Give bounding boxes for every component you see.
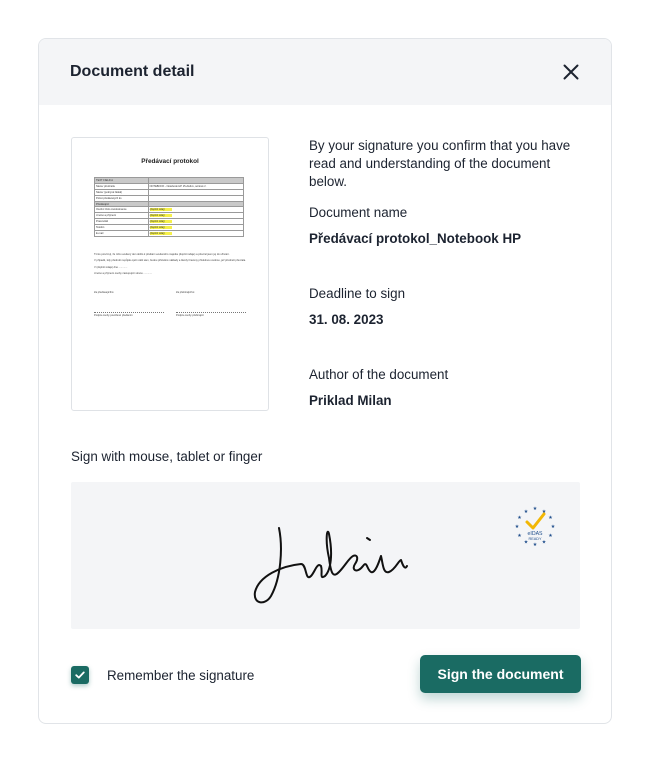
table-cell: Osobní číslo zaměstnance: [95, 207, 149, 213]
svg-text:★: ★: [517, 515, 522, 521]
table-cell: NOTEBOOK - Notebook HP 15-dw3xx, sériové č.: [148, 183, 243, 189]
thumbnail-paragraph: V případě, kdy předmět nepůjde opět vrátit sám, budou příslušné náklady a škody hrazeny příslušnou osobou, jež předmět převzala.: [94, 259, 246, 263]
highlight: (doplnit údaj): [150, 208, 172, 211]
svg-text:★: ★: [514, 524, 520, 530]
deadline-label: Deadline to sign: [309, 286, 406, 301]
highlight: (doplnit údaj): [150, 214, 172, 217]
thumbnail-paragraph: Jméno a příjmení osoby zastupující stranu ............: [94, 272, 153, 276]
thumbnail-signature-lines: [94, 312, 246, 317]
confirmation-text: By your signature you confirm that you have read and understanding of the document below.: [309, 138, 571, 189]
remember-label: Remember the signature: [107, 667, 255, 683]
eidas-badge-icon: [512, 504, 558, 550]
thumbnail-paragraph: V (doplnit údaje) dne ............: [94, 265, 128, 269]
close-button[interactable]: [561, 62, 581, 82]
dialog-title: Document detail: [70, 63, 195, 80]
signature-pad[interactable]: [71, 482, 580, 629]
document-info: [309, 137, 579, 408]
deadline-value: 31. 08. 2023: [309, 312, 384, 327]
thumbnail-table: [94, 177, 244, 237]
table-cell: Název (pokrývá řádek): [95, 189, 149, 195]
highlight: (doplnit údaj): [150, 232, 172, 235]
author-label: Author of the document: [309, 367, 449, 382]
table-cell: Telefon: [95, 225, 149, 231]
svg-text:★: ★: [541, 509, 547, 515]
table-cell: Počet předávaných ks: [95, 195, 149, 201]
thumbnail-title: Předávací protokol: [141, 158, 199, 165]
document-thumbnail[interactable]: [71, 137, 269, 411]
sign-instructions: Sign with mouse, tablet or finger: [71, 449, 263, 464]
sign-document-button[interactable]: Sign the document: [420, 655, 581, 693]
svg-text:★: ★: [532, 506, 538, 512]
highlight: (doplnit údaj): [150, 220, 172, 223]
table-cell: E-mail: [95, 231, 149, 237]
document-page-preview: [94, 158, 246, 317]
svg-text:★: ★: [550, 524, 556, 530]
svg-text:★: ★: [548, 515, 553, 521]
dialog-header: [39, 39, 611, 105]
table-cell: Název předmětu: [95, 183, 149, 189]
document-name-label: Document name: [309, 205, 408, 220]
highlight: (doplnit údaj): [150, 226, 172, 229]
table-cell: Předávající: [95, 201, 149, 207]
eidas-badge-subtext: READY: [528, 537, 542, 541]
table-cell: Jméno a příjmení: [95, 213, 149, 219]
thumbnail-sig-right: Za přebírajícího:: [176, 290, 195, 294]
svg-text:★: ★: [541, 539, 547, 546]
thumbnail-paragraph: Tímto potvrzuji, že níže uvedený den došlo k předání uvedeného majetku (doplnit údaje) a převzal jsem jej do užívání.: [94, 252, 230, 256]
thumbnail-body-text: [94, 253, 246, 277]
svg-text:★: ★: [523, 539, 529, 546]
document-name-value: Předávací protokol_Notebook HP: [309, 231, 522, 246]
eidas-badge-text: eIDAS: [527, 531, 543, 537]
thumbnail-line-left: Podpis osoby pověřené předáním: [94, 312, 164, 317]
remember-signature[interactable]: [71, 666, 254, 684]
svg-text:★: ★: [523, 509, 529, 515]
table-cell: TEXT FIELD A: [95, 178, 149, 184]
close-icon: [561, 62, 581, 82]
author-value: Priklad Milan: [309, 393, 392, 408]
remember-checkbox[interactable]: [71, 666, 89, 684]
checkmark-icon: [74, 669, 86, 681]
svg-text:★: ★: [548, 533, 553, 539]
thumbnail-signatories: [94, 291, 246, 294]
thumbnail-sig-left: Za předávajícího:: [94, 290, 115, 294]
signature-stroke: [249, 518, 409, 608]
thumbnail-line-right: Podpis osoby přebírající: [176, 312, 246, 317]
eidas-badge: [512, 504, 558, 555]
document-detail-dialog: [38, 38, 612, 724]
svg-text:★: ★: [532, 542, 538, 548]
table-cell: Pracoviště: [95, 219, 149, 225]
svg-text:★: ★: [517, 533, 522, 539]
